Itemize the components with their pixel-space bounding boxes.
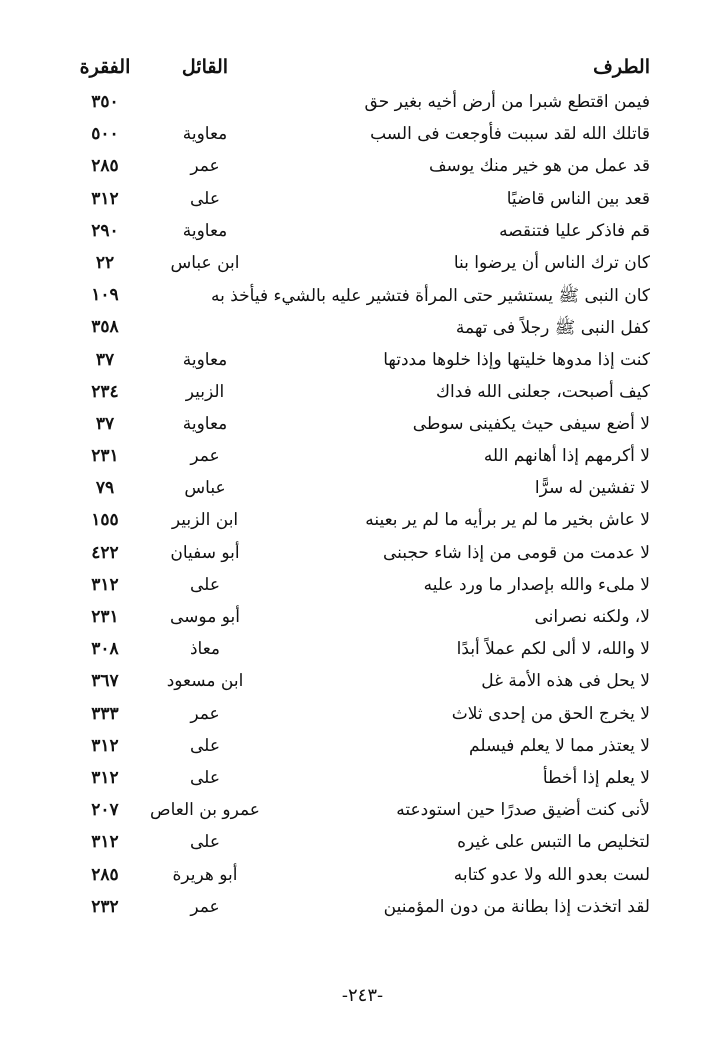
row-speaker: معاوية (182, 349, 228, 370)
row-speaker: عمر (190, 703, 220, 724)
page-number: -٢٤٣- (341, 985, 384, 1006)
table-row (0, 410, 725, 442)
row-speaker: عمر (190, 156, 220, 177)
row-number: ٣٣٣ (91, 703, 119, 724)
header-number-label: الفقرة (79, 56, 131, 78)
row-number: ٣١٢ (91, 832, 119, 853)
table-row (0, 635, 725, 667)
row-number: ٣١٢ (91, 188, 119, 209)
row-number: ٣٧ (95, 413, 115, 434)
row-number: ٢٠٧ (91, 800, 119, 821)
row-speaker: ابن مسعود (166, 671, 244, 692)
table-row (0, 346, 725, 378)
row-number: ٢٢ (95, 252, 115, 273)
table-row (0, 185, 725, 217)
table-row (0, 378, 725, 410)
row-number: ١٠٩ (91, 285, 119, 306)
row-text: كيف أصبحت، جعلنى الله فداك (436, 381, 650, 402)
row-text: لا يعلم إذا أخطأ (542, 767, 650, 788)
row-number: ٢٨٥ (91, 864, 119, 885)
row-number: ٢٨٥ (91, 156, 119, 177)
row-speaker: على (190, 735, 220, 756)
table-header (0, 56, 725, 84)
row-text: كان ترك الناس أن يرضوا بنا (453, 252, 650, 273)
row-speaker: معاوية (182, 413, 228, 434)
row-text: لا تفشين له سرًّا (534, 478, 650, 499)
table-row (0, 828, 725, 860)
table-row (0, 120, 725, 152)
row-speaker: ابن الزبير (171, 510, 239, 531)
row-number: ٢٣١ (91, 446, 119, 467)
row-speaker: ابن عباس (170, 252, 240, 273)
table-row (0, 603, 725, 635)
row-text: لا يحل فى هذه الأمة غل (481, 671, 650, 692)
row-number: ٧٩ (95, 478, 115, 499)
row-speaker: على (190, 832, 220, 853)
row-number: ٢٣١ (91, 607, 119, 627)
row-text: لست بعدو الله ولا عدو كتابه (453, 864, 650, 885)
row-text: لا يخرج الحق من إحدى ثلاث (451, 703, 650, 724)
table-row (0, 700, 725, 732)
row-text: كان النبى ﷺ يستشير حتى المرأة فتشير عليه بالشيء فيأخذ به (211, 286, 650, 307)
row-number: ٣١٢ (91, 735, 119, 756)
row-number: ٣١٢ (91, 574, 119, 595)
table-row (0, 281, 725, 313)
index-table (0, 88, 725, 925)
table-row (0, 571, 725, 603)
table-row (0, 893, 725, 925)
table-row (0, 861, 725, 893)
row-text: لا، ولكنه نصرانى (534, 607, 650, 627)
row-text: كنت إذا مدوها خليتها وإذا خلوها مددتها (383, 349, 650, 370)
row-number: ٣٥٠ (91, 92, 119, 112)
row-number: ٣٠٨ (91, 639, 119, 660)
row-text: لا ملىء والله بإصدار ما ورد عليه (423, 574, 650, 595)
row-speaker: عمر (190, 446, 220, 467)
row-text: لا أكرمهم إذا أهانهم الله (483, 446, 650, 467)
row-text: لا أضع سيفى حيث يكفينى سوطى (412, 413, 650, 434)
row-number: ١٥٥ (91, 510, 119, 531)
row-speaker: عمر (190, 896, 220, 917)
table-row (0, 796, 725, 828)
table-row (0, 152, 725, 184)
row-number: ٥٠٠ (91, 124, 119, 145)
table-row (0, 442, 725, 474)
row-number: ٢٩٠ (91, 220, 119, 241)
row-speaker: معاوية (182, 220, 228, 241)
row-text: قعد بين الناس قاضيًا (506, 188, 650, 209)
row-text: قاتلك الله لقد سببت فأوجعت فى السب (370, 124, 650, 145)
header-text-label: الطرف (593, 56, 650, 78)
row-speaker: أبو موسى (170, 607, 240, 627)
row-number: ٣٥٨ (91, 317, 119, 338)
row-text: قم فاذكر عليا فتنقصه (499, 220, 650, 241)
row-text: لا يعتذر مما لا يعلم فيسلم (469, 735, 650, 756)
row-number: ٢٣٢ (91, 896, 119, 917)
header-speaker-label: القائل (181, 56, 229, 78)
row-speaker: أبو هريرة (172, 864, 238, 885)
table-row (0, 474, 725, 506)
row-speaker: عباس (184, 478, 226, 499)
row-text: لا عدمت من قومى من إذا شاء حجبنى (382, 542, 650, 563)
row-speaker: عمرو بن العاص (150, 800, 260, 821)
row-speaker: على (190, 767, 220, 788)
table-row (0, 249, 725, 281)
table-row (0, 539, 725, 571)
table-row (0, 764, 725, 796)
row-number: ٣٧ (95, 349, 115, 370)
row-number: ٣١٢ (91, 767, 119, 788)
row-text: كفل النبى ﷺ رجلاً فى تهمة (455, 318, 650, 339)
table-row (0, 217, 725, 249)
row-number: ٤٢٢ (91, 542, 119, 563)
row-speaker: الزبير (185, 381, 225, 402)
row-speaker: على (190, 574, 220, 595)
table-row (0, 88, 725, 120)
row-text: لا عاش بخير ما لم ير برأيه ما لم ير بعينه (365, 510, 650, 531)
row-text: لا والله، لا ألى لكم عملاً أبدًا (456, 639, 650, 660)
row-text: قد عمل من هو خير منك يوسف (428, 156, 650, 177)
table-row (0, 667, 725, 699)
table-row (0, 732, 725, 764)
table-row (0, 506, 725, 538)
row-speaker: أبو سفيان (170, 542, 240, 563)
table-row (0, 313, 725, 345)
row-number: ٣٦٧ (91, 671, 119, 692)
row-speaker: معاوية (182, 124, 228, 145)
row-text: لقد اتخذت إذا بطانة من دون المؤمنين (383, 896, 650, 917)
row-text: فيمن اقتطع شبرا من أرض أخيه بغير حق (364, 92, 650, 112)
row-number: ٢٣٤ (91, 381, 119, 402)
row-speaker: على (190, 188, 220, 209)
row-speaker: معاذ (189, 639, 221, 660)
row-text: لتخليص ما التبس على غيره (457, 832, 650, 853)
row-text: لأنى كنت أضيق صدرًا حين استودعته (396, 800, 650, 821)
